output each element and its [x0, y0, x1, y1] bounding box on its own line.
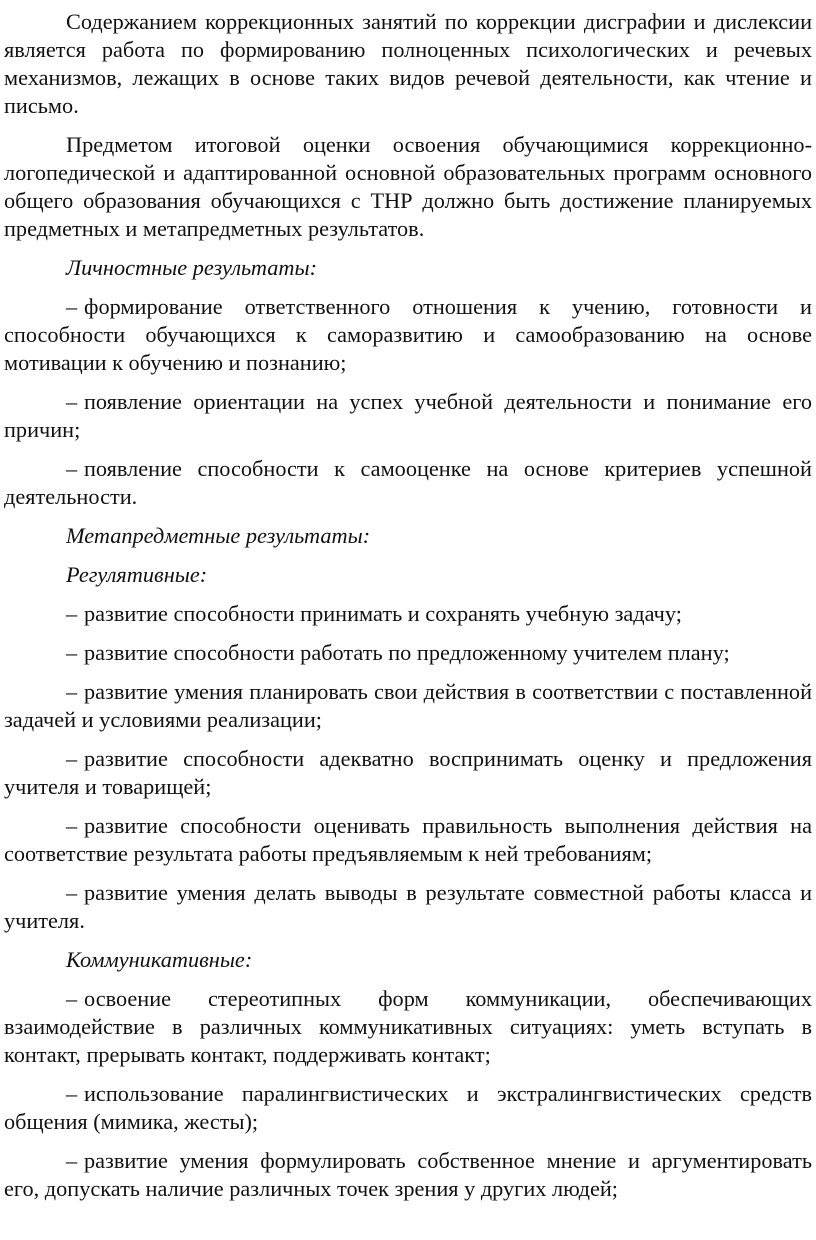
list-item-text: развитие способности работать по предложенному учителем плану;: [84, 640, 730, 665]
regulative-heading: Регулятивные:: [66, 562, 208, 587]
list-item-text: развитие способности принимать и сохранять учебную задачу;: [84, 601, 682, 626]
list-item: [4, 600, 812, 628]
list-item: [4, 293, 812, 377]
dash-marker: –: [66, 294, 78, 319]
dash-marker: –: [66, 640, 78, 665]
dash-marker: –: [66, 456, 78, 481]
meta-results-heading: Метапредметные результаты:: [66, 523, 371, 548]
personal-results-heading: Личностные результаты:: [66, 255, 318, 280]
list-item: [4, 985, 812, 1069]
dash-marker: –: [66, 389, 78, 414]
list-item-text: появление ориентации на успех учебной деятельности и понимание его причин;: [4, 389, 812, 442]
document-page: [4, 8, 812, 1214]
list-item: [4, 745, 812, 801]
dash-marker: –: [66, 813, 78, 838]
list-item: [4, 678, 812, 734]
intro-paragraph-2: Предметом итоговой оценки освоения обучающимися коррекционно-логопедической и адаптированной основной образовательных программ основного общего образования обучающихся с ТНР должно быть достижение планируемых предметных и метапредметных результатов.: [4, 132, 812, 241]
dash-marker: –: [66, 986, 78, 1011]
list-item-text: использование паралингвистических и экстралингвистических средств общения (мимика, жесты);: [4, 1081, 812, 1134]
list-item-text: развитие умения планировать свои действия в соответствии с поставленной задачей и условиями реализации;: [4, 679, 812, 732]
list-item: [4, 812, 812, 868]
list-item-text: формирование ответственного отношения к учению, готовности и способности обучающихся к саморазвитию и самообразованию на основе мотивации к обучению и познанию;: [4, 294, 812, 375]
list-item: [4, 388, 812, 444]
dash-marker: –: [66, 1081, 78, 1106]
dash-marker: –: [66, 679, 78, 704]
communicative-heading: Коммуникативные:: [66, 947, 253, 972]
dash-marker: –: [66, 746, 78, 771]
list-item-text: развитие умения формулировать собственное мнение и аргументировать его, допускать наличие различных точек зрения у других людей;: [4, 1148, 812, 1201]
list-item: [4, 879, 812, 935]
dash-marker: –: [66, 1148, 78, 1173]
list-item-text: развитие способности оценивать правильность выполнения действия на соответствие результата работы предъявляемым к ней требованиям;: [4, 813, 812, 866]
dash-marker: –: [66, 880, 78, 905]
list-item: [4, 455, 812, 511]
list-item-text: развитие умения делать выводы в результате совместной работы класса и учителя.: [4, 880, 812, 933]
list-item: [4, 1147, 812, 1203]
list-item: [4, 1080, 812, 1136]
intro-paragraph-1: Содержанием коррекционных занятий по коррекции дисграфии и дислексии является работа по формированию полноценных психологических и речевых механизмов, лежащих в основе таких видов речевой деятельности, как чтение и письмо.: [4, 9, 812, 118]
list-item-text: появление способности к самооценке на основе критериев успешной деятельности.: [4, 456, 812, 509]
list-item: [4, 639, 812, 667]
dash-marker: –: [66, 601, 78, 626]
list-item-text: освоение стереотипных форм коммуникации, обеспечивающих взаимодействие в различных коммуникативных ситуациях: уметь вступать в контакт, прерывать контакт, поддерживать контакт;: [4, 986, 812, 1067]
list-item-text: развитие способности адекватно воспринимать оценку и предложения учителя и товарищей;: [4, 746, 812, 799]
